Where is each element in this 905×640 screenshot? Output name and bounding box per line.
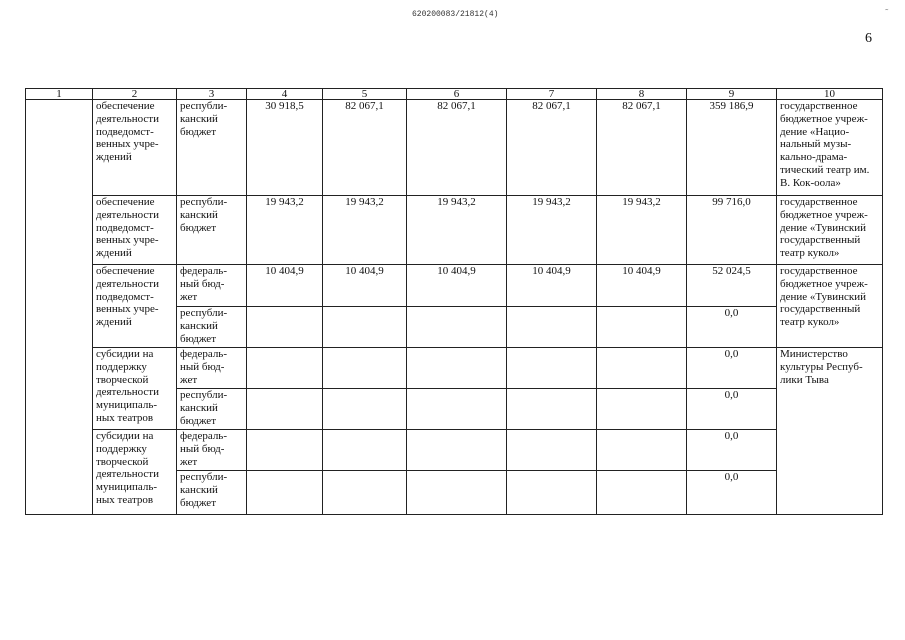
total-cell: 52 024,5 (687, 265, 777, 307)
amount-cell (407, 430, 507, 471)
amount-cell (507, 471, 597, 515)
amount-cell (323, 471, 407, 515)
amount-cell (507, 307, 597, 348)
budget-cell: республи- канский бюджет (177, 196, 247, 265)
amount-cell: 10 404,9 (247, 265, 323, 307)
budget-cell: федераль- ный бюд- жет (177, 430, 247, 471)
total-cell: 99 716,0 (687, 196, 777, 265)
amount-cell (597, 348, 687, 389)
amount-cell: 82 067,1 (323, 100, 407, 196)
amount-cell: 30 918,5 (247, 100, 323, 196)
budget-cell: республи- канский бюджет (177, 100, 247, 196)
amount-cell (597, 471, 687, 515)
purpose-cell: обеспечение деятельности подведомст- венных учре- ждений (93, 196, 177, 265)
header-cell: 10 (777, 89, 883, 100)
amount-cell (597, 389, 687, 430)
budget-cell: республи- канский бюджет (177, 389, 247, 430)
budget-cell: республи- канский бюджет (177, 307, 247, 348)
corner-mark: ˜ (885, 8, 889, 19)
executor-cell: государственное бюджетное учреж- дение «Тувинский государственный театр кукол» (777, 196, 883, 265)
total-cell: 0,0 (687, 430, 777, 471)
amount-cell (597, 430, 687, 471)
budget-table (25, 88, 883, 515)
amount-cell (597, 307, 687, 348)
amount-cell: 82 067,1 (597, 100, 687, 196)
header-cell: 7 (507, 89, 597, 100)
header-cell: 3 (177, 89, 247, 100)
header-row (26, 89, 883, 100)
header-cell: 6 (407, 89, 507, 100)
total-cell: 359 186,9 (687, 100, 777, 196)
document-id: 620200083/21812(4) (412, 10, 499, 19)
amount-cell (507, 389, 597, 430)
amount-cell: 10 404,9 (507, 265, 597, 307)
total-cell: 0,0 (687, 471, 777, 515)
executor-cell: Министерство культуры Респуб- лики Тыва (777, 348, 883, 515)
amount-cell: 10 404,9 (323, 265, 407, 307)
budget-cell: республи- канский бюджет (177, 471, 247, 515)
amount-cell: 19 943,2 (247, 196, 323, 265)
total-cell: 0,0 (687, 307, 777, 348)
purpose-cell: субсидии на поддержку творческой деятельности муниципаль- ных театров (93, 348, 177, 430)
header-cell: 4 (247, 89, 323, 100)
table-row (26, 348, 883, 389)
amount-cell (407, 307, 507, 348)
table-row (26, 100, 883, 196)
amount-cell (247, 348, 323, 389)
table-row (26, 265, 883, 307)
header-cell: 5 (323, 89, 407, 100)
budget-cell: федераль- ный бюд- жет (177, 348, 247, 389)
executor-cell: государственное бюджетное учреж- дение «Нацио- нальный музы- кально-драма- тический театр им. В. Кок-оола» (777, 100, 883, 196)
executor-cell: государственное бюджетное учреж- дение «Тувинский государственный театр кукол» (777, 265, 883, 348)
amount-cell (323, 430, 407, 471)
amount-cell: 19 943,2 (323, 196, 407, 265)
amount-cell (247, 389, 323, 430)
header-cell: 2 (93, 89, 177, 100)
purpose-cell: обеспечение деятельности подведомст- венных учре- ждений (93, 265, 177, 348)
amount-cell: 82 067,1 (507, 100, 597, 196)
amount-cell (247, 307, 323, 348)
total-cell: 0,0 (687, 348, 777, 389)
header-cell: 8 (597, 89, 687, 100)
table-row (26, 196, 883, 265)
amount-cell: 10 404,9 (407, 265, 507, 307)
amount-cell (247, 471, 323, 515)
amount-cell (407, 389, 507, 430)
amount-cell: 82 067,1 (407, 100, 507, 196)
amount-cell (323, 307, 407, 348)
header-cell: 1 (26, 89, 93, 100)
amount-cell (407, 471, 507, 515)
purpose-cell: субсидии на поддержку творческой деятельности муниципаль- ных театров (93, 430, 177, 515)
amount-cell: 19 943,2 (507, 196, 597, 265)
page-number: 6 (865, 31, 872, 46)
amount-cell: 19 943,2 (407, 196, 507, 265)
amount-cell (507, 348, 597, 389)
amount-cell: 10 404,9 (597, 265, 687, 307)
amount-cell: 19 943,2 (597, 196, 687, 265)
amount-cell (507, 430, 597, 471)
amount-cell (407, 348, 507, 389)
budget-cell: федераль- ный бюд- жет (177, 265, 247, 307)
header-cell: 9 (687, 89, 777, 100)
col1-cell (26, 100, 93, 515)
amount-cell (323, 389, 407, 430)
amount-cell (323, 348, 407, 389)
amount-cell (247, 430, 323, 471)
purpose-cell: обеспечение деятельности подведомст- венных учре- ждений (93, 100, 177, 196)
total-cell: 0,0 (687, 389, 777, 430)
table-row (26, 430, 883, 471)
